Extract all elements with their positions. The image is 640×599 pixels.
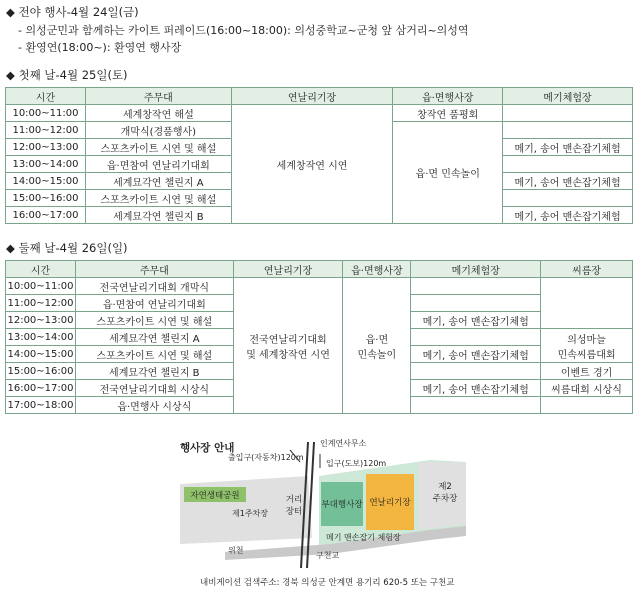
catfish-cell: 메기, 송어 맨손잡기체험: [503, 207, 633, 224]
day2-schedule-table: [5, 260, 633, 414]
time-cell: 15:00~16:00: [6, 363, 76, 380]
catfish-cell: 메기, 송어 맨손잡기체험: [411, 380, 541, 397]
main-stage-cell: 세계묘각연 챌린지 A: [75, 329, 233, 346]
map-title: 행사장 안내: [180, 442, 235, 454]
day1-schedule-table: [5, 87, 633, 224]
catfish-cell: [411, 397, 541, 414]
day2-title: ◆ 둘째 날-4월 26일(일): [6, 241, 128, 255]
kite-field-line: 및 세계창작연 시연: [246, 349, 330, 361]
main-stage-cell: 스포츠카이트 시연 및 해설: [75, 312, 233, 329]
ssireum-cell: [541, 278, 633, 329]
event-venue-cell: 창작연 품평회: [393, 105, 503, 122]
main-stage-cell: 세계묘각연 챌린지 B: [75, 363, 233, 380]
main-stage-cell: 읍·면행사 시상식: [75, 397, 233, 414]
street-market-line: 거리: [285, 495, 303, 505]
parking2-line: 제2: [438, 482, 452, 492]
catfish-cell: [411, 329, 541, 346]
table-header: 씨름장: [541, 261, 633, 278]
time-cell: 16:00~17:00: [6, 207, 86, 224]
street-market-line: 장터: [285, 507, 303, 517]
table-header: 주무대: [85, 88, 231, 105]
table-header: 연날리기장: [233, 261, 343, 278]
parking2-zone: [428, 478, 462, 506]
main-stage-cell: 세계묘각연 챌린지 B: [85, 207, 231, 224]
navigation-address-note: 내비게이션 검색주소: 경북 의성군 안계면 용기리 620-5 또는 구천교: [200, 578, 455, 588]
catfish-cell: [503, 105, 633, 122]
ssireum-line: 민속씨름대회: [557, 349, 616, 361]
main-stage-cell: 읍·면참여 연날리기대회: [75, 295, 233, 312]
main-stage-cell: 스포츠카이트 시연 및 해설: [85, 139, 231, 156]
main-stage-cell: 스포츠카이트 시연 및 해설: [85, 190, 231, 207]
eve-title: ◆ 전야 행사-4월 24일(금): [6, 5, 139, 19]
catfish-venue-label: 메기 맨손잡기 체험장: [326, 533, 401, 542]
ssireum-cell: 이벤트 경기: [541, 363, 633, 380]
catfish-cell: [411, 295, 541, 312]
eve-item-parade: - 의성군민과 함께하는 카이트 퍼레이드(16:00~18:00): 의성중학교~군청 앞 삼거리~의성역: [18, 24, 469, 37]
time-cell: 12:00~13:00: [6, 139, 86, 156]
eve-item-welcome: - 환영연(18:00~): 환영연 행사장: [18, 41, 182, 54]
table-header: 메기체험장: [503, 88, 633, 105]
catfish-cell: [503, 122, 633, 139]
event-line: 민속놀이: [357, 349, 397, 361]
bridge-label: 구천교: [316, 551, 340, 560]
catfish-cell: 메기, 송어 맨손잡기체험: [503, 139, 633, 156]
main-stage-cell: 스포츠카이트 시연 및 해설: [75, 346, 233, 363]
river-label: 위천: [228, 546, 244, 555]
table-header: 읍·면행사장: [393, 88, 503, 105]
eco-park-zone: 자연생태공원: [184, 487, 246, 502]
catfish-cell: [411, 278, 541, 295]
catfish-cell: 메기, 송어 맨손잡기체험: [503, 173, 633, 190]
table-header: 시간: [6, 88, 86, 105]
parking1-label: 제1주차장: [232, 509, 269, 518]
main-stage-cell: 전국연날리기대회 개막식: [75, 278, 233, 295]
main-stage-cell: 개막식(경품행사): [85, 122, 231, 139]
event-line: 읍·면: [365, 334, 389, 346]
time-cell: 13:00~14:00: [6, 329, 76, 346]
catfish-cell: [503, 156, 633, 173]
kite-office-label: 인계연사무소: [320, 439, 367, 448]
event-venue-cell: 읍·면 민속놀이: [393, 122, 503, 224]
ssireum-cell: 씨름대회 시상식: [541, 380, 633, 397]
table-header: 읍·면행사장: [343, 261, 411, 278]
venue-map: [180, 432, 470, 572]
kite-field-cell: [233, 278, 343, 414]
walk-entrance-label: 입구(도보)120m: [326, 459, 387, 468]
catfish-cell: 메기, 송어 맨손잡기체험: [411, 312, 541, 329]
time-cell: 16:00~17:00: [6, 380, 76, 397]
time-cell: 15:00~16:00: [6, 190, 86, 207]
parking2-line: 주차장: [432, 494, 458, 504]
time-cell: 10:00~11:00: [6, 278, 76, 295]
main-stage-cell: 세계묘각연 챌린지 A: [85, 173, 231, 190]
time-cell: 12:00~13:00: [6, 312, 76, 329]
kite-field-line: 전국연날리기대회: [249, 334, 327, 346]
car-entrance-label: 출입구(자동차)120m: [228, 453, 304, 462]
time-cell: 13:00~14:00: [6, 156, 86, 173]
table-header: 주무대: [75, 261, 233, 278]
time-cell: 14:00~15:00: [6, 346, 76, 363]
ssireum-cell: [541, 329, 633, 363]
sub-venue-zone: 부대행사장: [321, 482, 363, 526]
time-cell: 11:00~12:00: [6, 295, 76, 312]
kite-field-cell: 세계창작연 시연: [231, 105, 393, 224]
main-stage-cell: 세계창작연 해설: [85, 105, 231, 122]
catfish-cell: [503, 190, 633, 207]
catfish-cell: [411, 363, 541, 380]
day1-title: ◆ 첫째 날-4월 25일(토): [6, 68, 128, 82]
street-market-zone: [283, 487, 305, 523]
table-header: 시간: [6, 261, 76, 278]
main-stage-cell: 전국연날리기대회 시상식: [75, 380, 233, 397]
time-cell: 17:00~18:00: [6, 397, 76, 414]
table-header: 연날리기장: [231, 88, 393, 105]
event-venue-cell: [343, 278, 411, 414]
time-cell: 11:00~12:00: [6, 122, 86, 139]
time-cell: 14:00~15:00: [6, 173, 86, 190]
time-cell: 10:00~11:00: [6, 105, 86, 122]
ssireum-line: 의성마늘: [567, 334, 606, 346]
table-header: 메기체험장: [411, 261, 541, 278]
catfish-cell: 메기, 송어 맨손잡기체험: [411, 346, 541, 363]
main-stage-cell: 읍·면참여 연날리기대회: [85, 156, 231, 173]
kite-field-zone: 연날리기장: [366, 474, 414, 530]
ssireum-cell: [541, 397, 633, 414]
